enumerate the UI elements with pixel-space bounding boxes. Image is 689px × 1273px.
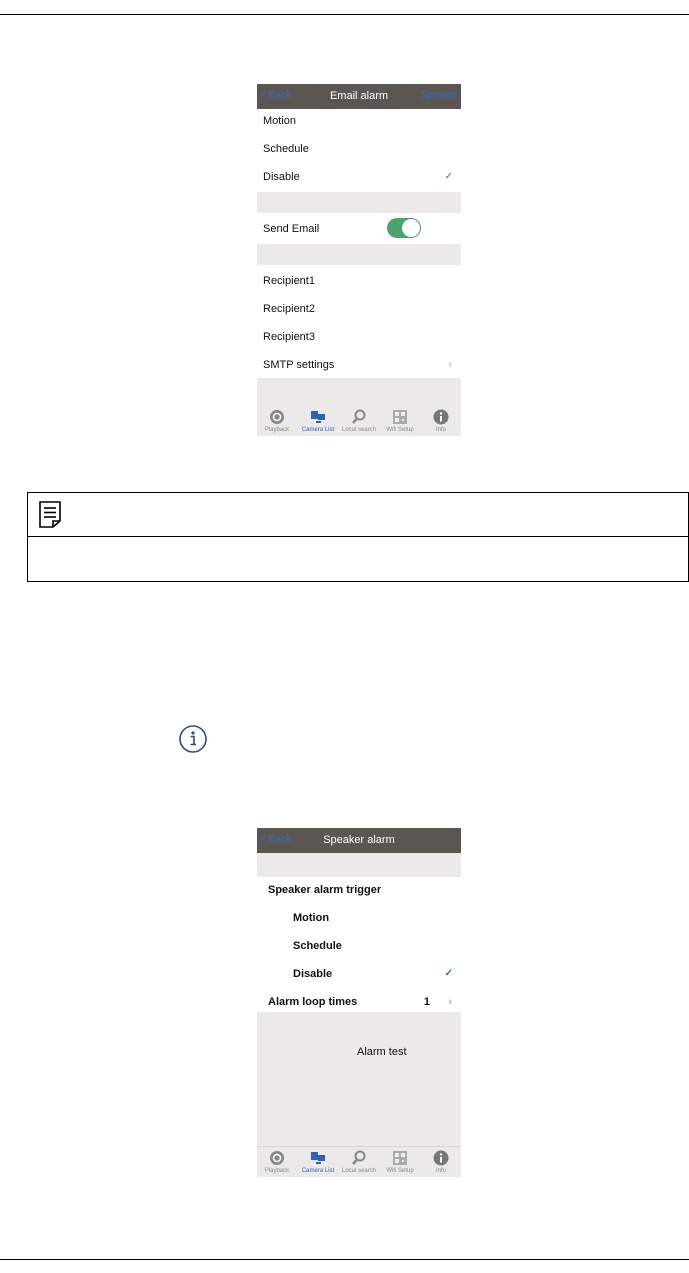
note-icon — [39, 501, 61, 528]
alarm-loop-value: 1 — [423, 996, 430, 1008]
alarm-test-button[interactable]: Alarm test — [357, 1046, 407, 1058]
chevron-right-icon: › — [448, 359, 452, 371]
search-icon — [351, 409, 367, 425]
navbar — [257, 84, 461, 109]
tab-wifi-setup[interactable] — [380, 1147, 420, 1177]
section-gap — [257, 244, 461, 265]
tab-playback[interactable] — [257, 1147, 297, 1177]
bottom-rule — [0, 1259, 689, 1260]
option-label: Motion — [293, 912, 330, 924]
email-alarm-screen — [257, 84, 461, 436]
tab-label: Local search — [341, 427, 377, 433]
checkmark-icon: ✓ — [444, 171, 453, 182]
speaker-alarm-screen — [257, 828, 461, 1178]
trigger-header-label: Speaker alarm trigger — [268, 884, 382, 896]
tab-label: Playback — [264, 427, 290, 433]
navbar — [257, 828, 461, 853]
option-label: Schedule — [293, 940, 342, 952]
tab-label: Playback — [264, 1168, 290, 1174]
top-rule — [0, 14, 689, 15]
tab-local-search[interactable] — [339, 406, 379, 436]
smtp-label: SMTP settings — [263, 359, 335, 371]
option-label: Disable — [293, 968, 333, 980]
tab-camera-list[interactable] — [298, 1147, 338, 1177]
tab-label: Info — [435, 427, 446, 433]
tab-local-search[interactable] — [339, 1147, 379, 1177]
tab-bar — [257, 1146, 461, 1177]
tab-label: Info — [435, 1168, 446, 1174]
section-gap — [257, 192, 461, 213]
back-button[interactable]: < Back — [260, 90, 291, 101]
alarm-loop-label: Alarm loop times — [268, 996, 358, 1008]
search-icon — [351, 1150, 367, 1166]
tab-label: Camera List — [301, 1168, 335, 1174]
tab-bar — [257, 406, 461, 436]
test-area — [257, 1012, 461, 1146]
recipient-label: Recipient1 — [263, 275, 315, 287]
info-circle-icon — [178, 724, 208, 754]
screen-title: Email alarm — [329, 90, 389, 102]
tab-camera-list[interactable] — [298, 406, 338, 436]
qr-code-icon — [392, 409, 408, 425]
tab-info[interactable] — [421, 1147, 461, 1177]
info-icon — [433, 1150, 449, 1166]
toggle-knob — [402, 219, 420, 237]
tab-wifi-setup[interactable] — [380, 406, 420, 436]
option-label: Schedule — [263, 143, 309, 155]
tab-label: Local search — [341, 1168, 377, 1174]
send-email-row — [257, 213, 461, 244]
qr-code-icon — [392, 1150, 408, 1166]
camera-list-icon — [310, 409, 326, 425]
camera-list-icon — [310, 1150, 326, 1166]
section-gap — [257, 378, 461, 406]
info-icon — [433, 409, 449, 425]
tab-info[interactable] — [421, 406, 461, 436]
playback-icon — [269, 409, 285, 425]
section-gap — [257, 853, 461, 877]
send-email-label: Send Email — [263, 223, 320, 235]
screen-title: Speaker alarm — [323, 834, 395, 846]
speaker-button[interactable]: Speaker — [420, 90, 458, 101]
recipient-label: Recipient3 — [263, 331, 315, 343]
checkmark-icon: ✓ — [444, 968, 453, 979]
tab-playback[interactable] — [257, 406, 297, 436]
recipient-label: Recipient2 — [263, 303, 315, 315]
option-label: Disable — [263, 171, 300, 183]
back-button[interactable]: < Back — [260, 834, 291, 845]
option-label: Motion — [263, 115, 297, 127]
note-box — [27, 492, 689, 582]
chevron-right-icon: › — [448, 996, 452, 1008]
tab-label: Camera List — [301, 427, 335, 433]
send-email-toggle[interactable] — [387, 218, 421, 238]
tab-label: Wifi Setup — [386, 1168, 414, 1174]
playback-icon — [269, 1150, 285, 1166]
note-divider — [28, 536, 688, 537]
tab-label: Wifi Setup — [386, 427, 414, 433]
